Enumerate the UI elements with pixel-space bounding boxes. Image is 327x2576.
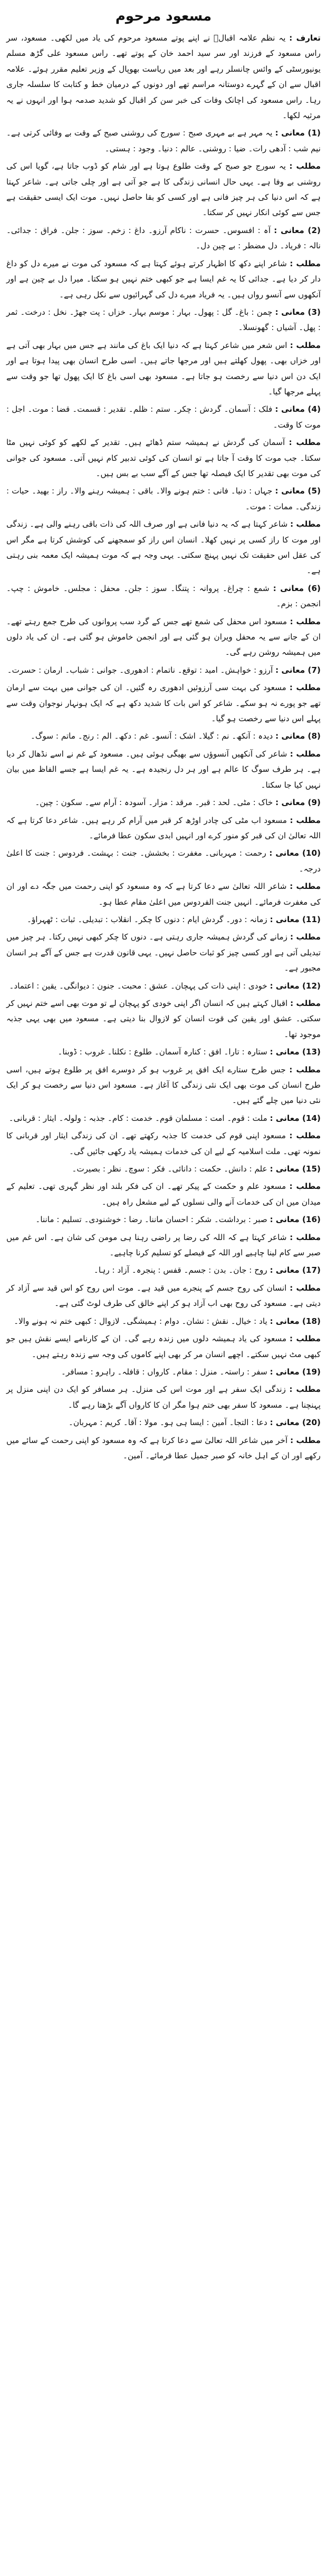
block-heading: (8) معانی : [275, 731, 321, 741]
block-text: جس طرح ستارے ایک افق پر غروب ہو کر دوسرے افق پر طلوع ہوتے ہیں، اسی طرح انسان کی موت بھی ایک نئی زندگی کا آغاز ہے۔ مسعود اس دنیا سے رخصت ہو کر ایک نئی دنیا میں چلے گئے ہیں۔ [6, 1064, 321, 1106]
content-block [6, 979, 321, 994]
block-text: آخر میں شاعر اللہ تعالیٰ سے دعا کرتا ہے کہ وہ مسعود کو اپنی رحمت کے سائے میں رکھے اور ان کے اہل خانہ کو صبر جمیل عطا فرمائے۔ آمین۔ [6, 1435, 321, 1460]
block-text: مسعود اپنی قوم کی خدمت کا جذبہ رکھتے تھے۔ ان کی زندگی ایثار اور قربانی کا نمونہ تھی۔ ملت اسلامیہ کے لیے ان کی خدمات ہمیشہ یاد رکھی جائیں گی۔ [6, 1131, 321, 1156]
content-block [6, 929, 321, 976]
block-heading: مطلب : [290, 258, 321, 268]
block-text: مسعود کی یاد ہمیشہ دلوں میں زندہ رہے گی۔ ان کے کارنامے ایسے نقش ہیں جو کبھی مٹ نہیں سکتے۔ اچھے انسان مر کر بھی اپنے کاموں کی وجہ سے زندہ رہتے ہیں۔ [6, 1334, 321, 1359]
content-block [6, 581, 321, 612]
content-block [6, 435, 321, 481]
block-heading: مطلب : [290, 340, 321, 350]
block-heading: (19) معانی : [270, 1367, 321, 1377]
content-block [6, 879, 321, 910]
block-text: آہ : افسوس۔ حسرت : ناکام آرزو۔ داغ : زخم۔ سوز : جلن۔ فراق : جدائی۔ نالہ : فریاد۔ دل مضطر : بے چین دل۔ [6, 225, 321, 251]
content-block [6, 159, 321, 221]
block-heading: مطلب : [290, 616, 321, 626]
block-text: شاعر کی آنکھیں آنسوؤں سے بھیگی ہوئی ہیں۔ مسعود کے غم نے اسے نڈھال کر دیا ہے۔ ہر طرف سوگ کا عالم ہے اور ہر دل رنجیدہ ہے۔ یہ غم ایسا ہے جسے الفاظ میں بیان نہیں کیا جا سکتا۔ [6, 749, 321, 790]
block-text: یہ سورج جو صبح کے وقت طلوع ہوتا ہے اور شام کو ڈوب جاتا ہے، گویا اس کی روشنی بے وفا ہے۔ یہی حال انسانی زندگی کا ہے جو آتی ہے اور چلی جاتی ہے۔ شاعر کہتا ہے کہ اس دنیا کی ہر چیز فانی ہے اور کسی کو بقا حاصل نہیں۔ موت ایک ایسی حقیقت ہے جس سے کوئی انکار نہیں کر سکتا۔ [6, 161, 321, 218]
block-text: دعا : التجا۔ آمین : ایسا ہی ہو۔ مولا : آقا۔ کریم : مہربان۔ [69, 1418, 267, 1428]
block-text: شاعر کہتا ہے کہ یہ دنیا فانی ہے اور صرف اللہ کی ذات باقی رہنے والی ہے۔ زندگی اور موت کا راز کسی پر نہیں کھلا۔ انسان اس راز کو سمجھنے کی کوشش کرتا ہے مگر اس کی عقل اس حقیقت تک نہیں پہنچ سکتی۔ یہی وجہ ہے کہ موت ہمیشہ ایک معمہ بنی رہتی ہے۔ [6, 519, 321, 576]
content [6, 31, 321, 1464]
block-heading: مطلب : [290, 932, 321, 942]
block-heading: تعارف : [289, 33, 321, 43]
block-heading: مطلب : [289, 1384, 321, 1394]
block-text: مسعود اب مٹی کی چادر اوڑھ کر قبر میں آرام کر رہے ہیں۔ شاعر دعا کرتا ہے کہ اللہ تعالیٰ ان کی قبر کو منور کرے اور انہیں ابدی سکون عطا فرمائے۔ [6, 815, 321, 840]
block-text: ملت : قوم۔ امت : مسلمان قوم۔ خدمت : کام۔ جذبہ : ولولہ۔ ایثار : قربانی۔ [8, 1113, 267, 1123]
content-block [6, 31, 321, 123]
block-text: یہ نظم علامہ اقبالؒ نے اپنے پوتے مسعود مرحوم کی یاد میں لکھی۔ مسعود، سر راس مسعود کے فرزند اور سر سید احمد خان کے پوتے تھے۔ راس مسعود علی گڑھ مسلم یونیورسٹی کے وائس چانسلر رہے اور بعد میں ریاست بھوپال کے وزیر تعلیم مقرر ہوئے۔ علامہ اقبال سے ان کے گہرے دوستانہ مراسم تھے اور دونوں کے درمیان خط و کتابت کا سلسلہ جاری رہا۔ راس مسعود کی اچانک وفات کی خبر سن کر اقبال کو شدید صدمہ ہوا اور انہوں نے یہ مرثیہ لکھا۔ [6, 33, 321, 121]
block-heading: (14) معانی : [270, 1113, 321, 1123]
content-block [6, 1128, 321, 1159]
content-block [6, 1212, 321, 1227]
block-text: دیدہ : آنکھ۔ نم : گیلا۔ اشک : آنسو۔ غم : دکھ۔ الم : رنج۔ ماتم : سوگ۔ [31, 731, 273, 741]
block-heading: (6) معانی : [273, 583, 321, 593]
content-block [6, 1062, 321, 1109]
block-heading: مطلب : [290, 1283, 321, 1293]
content-block [6, 1433, 321, 1464]
block-text: فلک : آسمان۔ گردش : چکر۔ ستم : ظلم۔ تقدیر : قسمت۔ قضا : موت۔ اجل : موت کا وقت۔ [6, 404, 321, 430]
page-title: مسعود مرحوم [115, 8, 212, 24]
content-block [6, 1044, 321, 1060]
content-block [6, 996, 321, 1042]
block-heading: مطلب : [288, 438, 321, 448]
block-text: اس شعر میں شاعر کہتا ہے کہ دنیا ایک باغ کی مانند ہے جس میں بہار بھی آتی ہے اور خزاں بھی۔ پھول کھلتے ہیں اور مرجھا جاتے ہیں۔ اسی طرح انسان بھی پیدا ہوتا ہے اور ایک دن اس دنیا سے رخصت ہو جاتا ہے۔ مسعود بھی اسی باغ کا ایک پھول تھا جو وقت سے پہلے مرجھا گیا۔ [6, 340, 321, 396]
content-block [6, 483, 321, 515]
block-text: مسعود علم و حکمت کے پیکر تھے۔ ان کی فکر بلند اور نظر گہری تھی۔ تعلیم کے میدان میں ان کی خدمات آنے والی نسلوں کے لیے مشعل راہ ہیں۔ [6, 1182, 321, 1207]
block-heading: مطلب : [289, 1182, 321, 1192]
block-text: روح : جان۔ بدن : جسم۔ قفس : پنجرہ۔ آزاد : رہا۔ [93, 1265, 267, 1275]
block-text: آرزو : خواہش۔ امید : توقع۔ ناتمام : ادھوری۔ جوانی : شباب۔ ارمان : حسرت۔ [7, 665, 273, 675]
block-heading: مطلب : [290, 882, 321, 892]
block-text: مسعود کی بہت سی آرزوئیں ادھوری رہ گئیں۔ ان کی جوانی میں بہت سے ارمان تھے جو پورے نہ ہو سکے۔ شاعر کو اس بات کا شدید دکھ ہے کہ ایک ہونہار نوجوان وقت سے پہلے اس دنیا سے رخصت ہو گیا۔ [6, 683, 321, 724]
block-text: علم : دانش۔ حکمت : دانائی۔ فکر : سوچ۔ نظر : بصیرت۔ [72, 1164, 267, 1174]
block-text: مسعود اس محفل کی شمع تھے جس کے گرد سب پروانوں کی طرح جمع رہتے تھے۔ ان کے جانے سے یہ محفل ویران ہو گئی ہے اور انجمن خاموش ہو گئی ہے۔ ان کی یاد دلوں میں ہمیشہ روشن رہے گی۔ [6, 616, 321, 657]
block-text: شاعر اللہ تعالیٰ سے دعا کرتا ہے کہ وہ مسعود کو اپنی رحمت میں جگہ دے اور ان کی مغفرت فرمائے۔ انہیں جنت الفردوس میں اعلیٰ مقام عطا ہو۔ [6, 882, 321, 907]
block-text: جہاں : دنیا۔ فانی : ختم ہونے والا۔ باقی : ہمیشہ رہنے والا۔ راز : بھید۔ حیات : زندگی۔ ممات : موت۔ [6, 486, 321, 511]
block-heading: مطلب : [289, 1064, 321, 1074]
content-block [6, 1382, 321, 1413]
content-block [6, 663, 321, 678]
content-block [6, 338, 321, 400]
content-block [6, 846, 321, 877]
block-text: زمانہ : دور۔ گردش ایام : دنوں کا چکر۔ انقلاب : تبدیلی۔ ثبات : ٹھہراؤ۔ [27, 914, 267, 924]
block-heading: مطلب : [290, 1232, 321, 1242]
content-block [6, 125, 321, 157]
content-block [6, 1179, 321, 1210]
content-block [6, 256, 321, 303]
block-text: آسمان کی گردش نے ہمیشہ ستم ڈھائے ہیں۔ تقدیر کے لکھے کو کوئی نہیں مٹا سکتا۔ جب موت کا وقت آ جاتا ہے تو انسان کی کوئی تدبیر کام نہیں آتی۔ مسعود کی جوانی کی موت بھی تقدیر کا ایک فیصلہ تھا جس کے آگے سب بے بس ہیں۔ [6, 438, 321, 478]
block-heading: مطلب : [289, 161, 321, 171]
content-block [6, 1364, 321, 1380]
block-heading: (12) معانی : [270, 981, 321, 991]
block-text: رحمت : مہربانی۔ مغفرت : بخشش۔ جنت : بہشت۔ فردوس : جنت کا اعلیٰ درجہ۔ [6, 848, 321, 874]
content-block [6, 517, 321, 579]
block-text: انسان کی روح جسم کے پنجرے میں قید ہے۔ موت اس روح کو اس قید سے آزاد کر دیتی ہے۔ مسعود کی روح بھی اب آزاد ہو کر اپنے خالق کی طرف لوٹ گئی ہے۔ [6, 1283, 321, 1309]
content-block [6, 1111, 321, 1126]
block-text: سفر : راستہ۔ منزل : مقام۔ کارواں : قافلہ۔ راہرو : مسافر۔ [61, 1367, 267, 1377]
block-heading: (17) معانی : [270, 1265, 321, 1275]
block-heading: مطلب : [290, 749, 321, 759]
block-text: خاک : مٹی۔ لحد : قبر۔ مرقد : مزار۔ آسودہ : آرام سے۔ سکون : چین۔ [35, 798, 273, 808]
block-heading: (11) معانی : [270, 914, 321, 924]
content-block [6, 305, 321, 336]
block-heading: (15) معانی : [270, 1164, 321, 1174]
block-heading: (3) معانی : [275, 307, 321, 317]
block-heading: (16) معانی : [270, 1215, 321, 1225]
content-block [6, 614, 321, 661]
content-block [6, 680, 321, 727]
block-text: ستارہ : تارا۔ افق : کنارہ آسمان۔ طلوع : نکلنا۔ غروب : ڈوبنا۔ [57, 1047, 267, 1057]
content-block [6, 747, 321, 793]
block-text: چمن : باغ۔ گل : پھول۔ بہار : موسم بہار۔ خزاں : پت جھڑ۔ نخل : درخت۔ ثمر : پھل۔ آشیاں : گھونسلا۔ [6, 307, 321, 333]
content-block [6, 1281, 321, 1312]
content-block [6, 1314, 321, 1329]
block-text: صبر : برداشت۔ شکر : احسان ماننا۔ رضا : خوشنودی۔ تسلیم : ماننا۔ [35, 1215, 267, 1225]
block-text: شاعر اپنے دکھ کا اظہار کرتے ہوئے کہتا ہے کہ مسعود کی موت نے میرے دل کو داغ دار کر دیا ہے۔ جدائی کا یہ غم ایسا ہے جو کبھی ختم نہیں ہو سکتا۔ میرا دل بے چین ہے اور آنکھوں سے آنسو رواں ہیں۔ یہ فریاد میرے دل کی گہرائیوں سے نکل رہی ہے۔ [6, 258, 321, 299]
content-block [6, 1161, 321, 1177]
block-text: زمانے کی گردش ہمیشہ جاری رہتی ہے۔ دنوں کا چکر کبھی نہیں رکتا۔ ہر چیز میں تبدیلی آتی ہے اور کسی چیز کو ثبات حاصل نہیں۔ یہی قانون قدرت ہے جس کے آگے ہر انسان مجبور ہے۔ [6, 932, 321, 973]
block-text: زندگی ایک سفر ہے اور موت اس کی منزل۔ ہر مسافر کو ایک دن اپنی منزل پر پہنچنا ہے۔ مسعود کا سفر بھی ختم ہوا مگر ان کا کارواں آگے بڑھتا رہے گا۔ [6, 1384, 321, 1410]
content-block [6, 1331, 321, 1362]
block-heading: (4) معانی : [275, 404, 321, 414]
block-heading: (10) معانی : [269, 848, 321, 858]
block-text: شمع : چراغ۔ پروانہ : پتنگا۔ سوز : جلن۔ محفل : مجلس۔ خاموش : چپ۔ انجمن : بزم۔ [6, 583, 321, 609]
content-block [6, 729, 321, 744]
block-heading: (7) معانی : [275, 665, 321, 675]
content-block [6, 795, 321, 810]
block-text: یاد : خیال۔ نقش : نشان۔ دوام : ہمیشگی۔ لازوال : کبھی ختم نہ ہونے والا۔ [14, 1316, 267, 1326]
block-heading: مطلب : [290, 815, 321, 825]
block-heading: (5) معانی : [275, 486, 321, 496]
block-text: اقبال کہتے ہیں کہ انسان اگر اپنی خودی کو پہچان لے تو موت بھی اسے ختم نہیں کر سکتی۔ عشق اور یقین کی قوت انسان کو لازوال بنا دیتی ہے۔ مسعود میں بھی یہی جذبہ موجود تھا۔ [6, 998, 321, 1039]
block-heading: مطلب : [289, 1131, 321, 1141]
content-block [6, 1415, 321, 1430]
content-block [6, 912, 321, 927]
block-heading: (20) معانی : [270, 1418, 321, 1428]
block-heading: (18) معانی : [270, 1316, 321, 1326]
block-heading: مطلب : [290, 519, 321, 529]
block-heading: (13) معانی : [270, 1047, 321, 1057]
block-text: خودی : اپنی ذات کی پہچان۔ عشق : محبت۔ جنون : دیوانگی۔ یقین : اعتماد۔ [9, 981, 267, 991]
block-text: شاعر کہتا ہے کہ اللہ کی رضا پر راضی رہنا ہی مومن کی شان ہے۔ اس غم میں صبر سے کام لینا چاہیے اور اللہ کے فیصلے کو تسلیم کرنا چاہیے۔ [6, 1232, 321, 1258]
content-block [6, 1230, 321, 1261]
block-heading: مطلب : [290, 1334, 321, 1344]
block-heading: (9) معانی : [275, 798, 321, 808]
content-block [6, 813, 321, 844]
block-heading: (2) معانی : [274, 225, 321, 235]
content-block [6, 1263, 321, 1278]
block-heading: (1) معانی : [275, 128, 321, 138]
content-block [6, 402, 321, 433]
block-text: یہ مہر ہے بے مہری صبح : سورج کی روشنی صبح کے وقت بے وفائی کرتی ہے۔ نیم شب : آدھی رات۔ ضیا : روشنی۔ عالم : دنیا۔ وجود : ہستی۔ [6, 128, 321, 153]
block-heading: مطلب : [289, 683, 321, 693]
block-heading: مطلب : [290, 998, 321, 1008]
content-block [6, 223, 321, 254]
block-heading: مطلب : [290, 1435, 321, 1445]
